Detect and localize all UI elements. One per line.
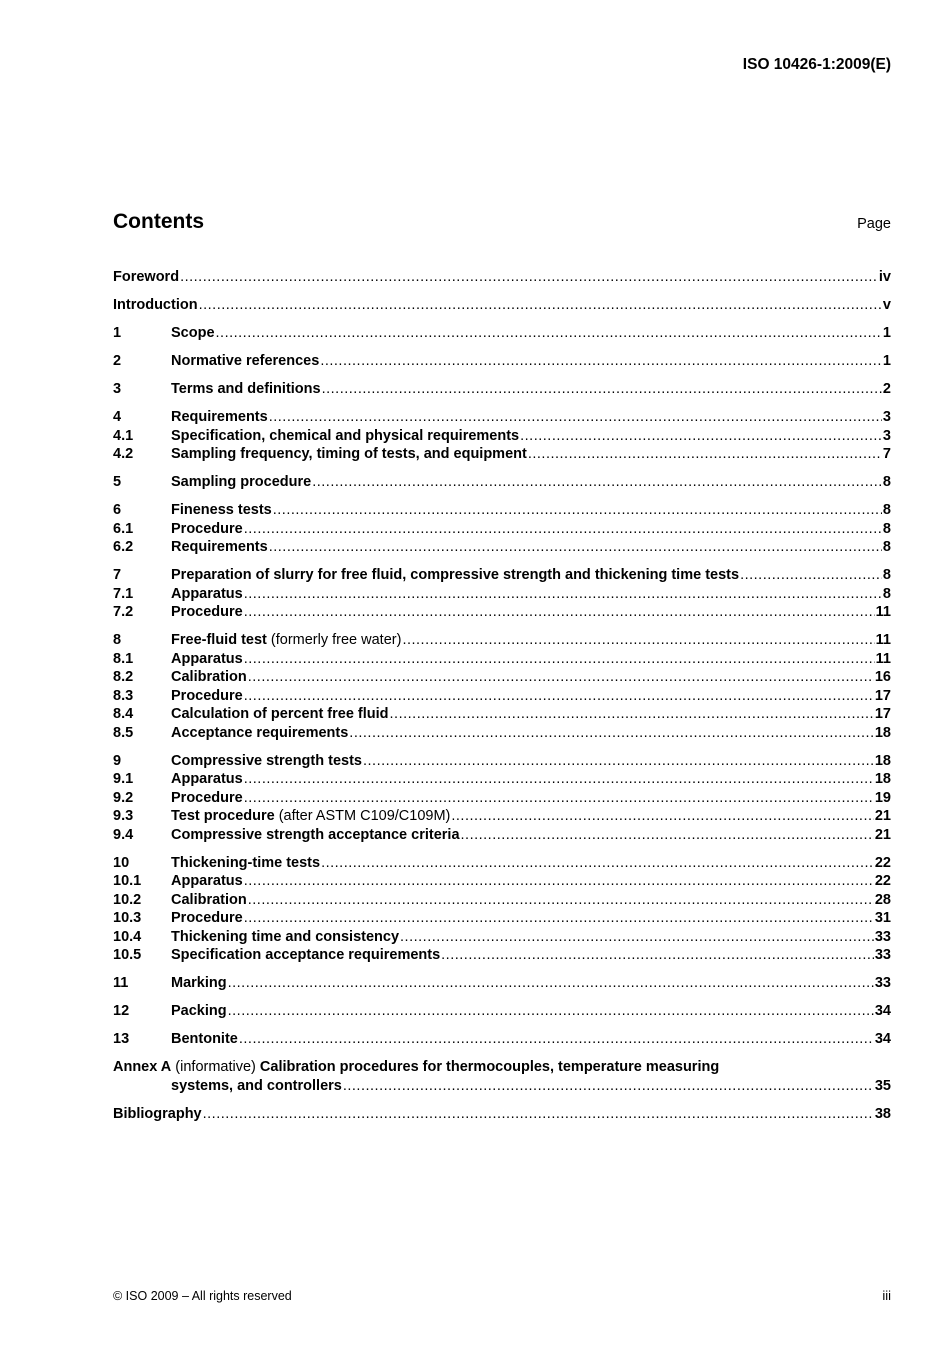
toc-section-number: 13 bbox=[113, 1031, 130, 1047]
dot-leader bbox=[520, 427, 882, 446]
toc-page-number: 34 bbox=[874, 1003, 891, 1019]
toc-entry[interactable] bbox=[113, 501, 891, 520]
toc-page-number: 22 bbox=[874, 854, 891, 871]
toc-entry-note: (after ASTM C109/C109M) bbox=[274, 808, 451, 824]
toc-group bbox=[113, 473, 891, 492]
toc-entry-note: (formerly free water) bbox=[266, 632, 402, 648]
table-of-contents bbox=[113, 268, 891, 1133]
toc-entry[interactable] bbox=[113, 909, 891, 928]
annex-label: Annex A bbox=[113, 1059, 172, 1075]
toc-section-number: 9.2 bbox=[113, 789, 134, 806]
annex-title-line2: systems, and controllers bbox=[171, 1077, 342, 1094]
toc-page-number: 2 bbox=[882, 381, 891, 397]
dot-leader bbox=[244, 909, 874, 928]
toc-section-number: 4.1 bbox=[113, 427, 134, 444]
toc-entry[interactable] bbox=[113, 296, 891, 315]
toc-entry-title: Scope bbox=[171, 325, 215, 341]
toc-page-number: 33 bbox=[874, 975, 891, 991]
toc-entry[interactable] bbox=[113, 650, 891, 669]
toc-entry[interactable] bbox=[113, 928, 891, 947]
toc-group bbox=[113, 631, 891, 742]
toc-entry[interactable] bbox=[113, 603, 891, 622]
dot-leader bbox=[312, 473, 882, 492]
toc-section-number: 10 bbox=[113, 854, 130, 871]
toc-section-number: 8 bbox=[113, 632, 122, 648]
toc-entry[interactable] bbox=[113, 1002, 891, 1021]
toc-entry-title: Apparatus bbox=[171, 650, 243, 667]
dot-leader bbox=[390, 705, 874, 724]
toc-entry[interactable] bbox=[113, 352, 891, 371]
toc-page-number: 21 bbox=[874, 808, 891, 824]
toc-entry[interactable] bbox=[113, 473, 891, 492]
toc-entry[interactable] bbox=[113, 268, 891, 287]
dot-leader bbox=[528, 445, 882, 464]
toc-entry-title: Test procedure (after ASTM C109/C109M) bbox=[171, 808, 451, 824]
toc-page-number: 18 bbox=[874, 724, 891, 741]
toc-page-number: 31 bbox=[874, 910, 891, 926]
toc-entry-title: Fineness tests bbox=[171, 502, 272, 518]
toc-page-number: 8 bbox=[882, 520, 891, 537]
toc-section-number: 3 bbox=[113, 381, 122, 397]
toc-entry[interactable] bbox=[113, 445, 891, 464]
dot-leader bbox=[321, 854, 874, 873]
toc-page-number: 17 bbox=[874, 706, 891, 722]
toc-section-number: 12 bbox=[113, 1003, 130, 1019]
toc-entry[interactable] bbox=[113, 585, 891, 604]
toc-page-number: 11 bbox=[875, 632, 891, 648]
dot-leader bbox=[244, 789, 874, 808]
toc-page-number: v bbox=[882, 297, 891, 313]
toc-entry-title: Free-fluid test (formerly free water) bbox=[171, 632, 402, 648]
toc-entry-title: Requirements bbox=[171, 409, 268, 425]
toc-entry-title: Calibration bbox=[171, 669, 247, 685]
toc-entry[interactable] bbox=[113, 752, 891, 771]
toc-page-number: 8 bbox=[882, 585, 891, 602]
toc-page-number: iv bbox=[878, 269, 891, 285]
toc-entry[interactable] bbox=[113, 854, 891, 873]
toc-section-number: 1 bbox=[113, 325, 122, 341]
toc-entry-title: Procedure bbox=[171, 687, 243, 704]
toc-section-number: 7.1 bbox=[113, 585, 134, 602]
toc-section-number: 9.4 bbox=[113, 826, 134, 843]
contents-heading: Contents bbox=[113, 210, 204, 233]
dot-leader bbox=[203, 1105, 874, 1124]
toc-entry[interactable] bbox=[113, 520, 891, 539]
dot-leader bbox=[248, 891, 874, 910]
toc-page-number: 18 bbox=[874, 771, 891, 787]
toc-page-number: 18 bbox=[874, 752, 891, 769]
dot-leader bbox=[228, 974, 874, 993]
toc-group bbox=[113, 501, 891, 557]
toc-entry[interactable] bbox=[113, 946, 891, 965]
toc-entry-title: Specification acceptance requirements bbox=[171, 947, 441, 963]
toc-page-number: 22 bbox=[874, 873, 891, 889]
toc-page-number: 8 bbox=[882, 539, 891, 555]
toc-section-number: 10.1 bbox=[113, 873, 142, 889]
toc-entry[interactable] bbox=[113, 631, 891, 650]
toc-entry-title: Introduction bbox=[113, 297, 198, 313]
page-column-label: Page bbox=[857, 216, 891, 232]
dot-leader bbox=[228, 1002, 874, 1021]
toc-entry[interactable] bbox=[113, 408, 891, 427]
toc-entry-title: Procedure bbox=[171, 520, 243, 537]
toc-section-number: 9 bbox=[113, 752, 122, 769]
toc-entry-title: Packing bbox=[171, 1003, 227, 1019]
toc-entry[interactable] bbox=[113, 724, 891, 743]
toc-section-number: 7.2 bbox=[113, 604, 134, 620]
dot-leader bbox=[461, 826, 874, 845]
toc-group bbox=[113, 854, 891, 965]
toc-entry-title: Apparatus bbox=[171, 771, 243, 787]
dot-leader bbox=[322, 380, 882, 399]
toc-page-number: 38 bbox=[874, 1105, 891, 1122]
dot-leader bbox=[239, 1030, 874, 1049]
toc-page-number: 7 bbox=[882, 446, 891, 462]
toc-entry-title: Calibration bbox=[171, 891, 247, 908]
toc-section-number: 10.4 bbox=[113, 928, 142, 945]
toc-section-number: 8.1 bbox=[113, 650, 134, 667]
footer-page-number: iii bbox=[882, 1288, 891, 1303]
toc-group bbox=[113, 408, 891, 464]
toc-entry-title: Apparatus bbox=[171, 585, 243, 602]
toc-entry[interactable] bbox=[113, 826, 891, 845]
dot-leader bbox=[199, 296, 882, 315]
toc-group bbox=[113, 566, 891, 622]
footer-copyright: © ISO 2009 – All rights reserved bbox=[113, 1289, 292, 1303]
bibliography-title: Bibliography bbox=[113, 1105, 202, 1122]
toc-group bbox=[113, 352, 891, 371]
dot-leader bbox=[273, 501, 882, 520]
toc-section-number: 6.2 bbox=[113, 539, 134, 555]
toc-entry-title: Marking bbox=[171, 975, 227, 991]
toc-page-number: 3 bbox=[882, 409, 891, 425]
dot-leader bbox=[248, 668, 874, 687]
toc-page-number: 8 bbox=[882, 567, 891, 583]
toc-entry[interactable] bbox=[113, 705, 891, 724]
toc-entry[interactable] bbox=[113, 891, 891, 910]
dot-leader bbox=[180, 268, 878, 287]
toc-section-number: 6 bbox=[113, 502, 122, 518]
toc-group bbox=[113, 974, 891, 993]
toc-section-number: 10.5 bbox=[113, 947, 142, 963]
toc-entry-title: Sampling frequency, timing of tests, and equipment bbox=[171, 446, 527, 462]
dot-leader bbox=[363, 752, 874, 771]
toc-entry-title: Compressive strength tests bbox=[171, 752, 362, 769]
toc-group bbox=[113, 1030, 891, 1049]
dot-leader bbox=[349, 724, 874, 743]
toc-page-number: 34 bbox=[874, 1031, 891, 1047]
toc-group bbox=[113, 324, 891, 343]
toc-section-number: 4 bbox=[113, 409, 122, 425]
dot-leader bbox=[320, 352, 882, 371]
toc-entry[interactable] bbox=[113, 324, 891, 343]
toc-annex-a[interactable] bbox=[113, 1058, 891, 1095]
toc-section-number: 2 bbox=[113, 353, 122, 369]
toc-section-number: 6.1 bbox=[113, 520, 134, 537]
dot-leader bbox=[269, 538, 882, 557]
toc-entry[interactable] bbox=[113, 538, 891, 557]
toc-group bbox=[113, 268, 891, 287]
toc-entry-title: Bentonite bbox=[171, 1031, 238, 1047]
toc-page-number: 11 bbox=[875, 650, 891, 667]
toc-entry[interactable] bbox=[113, 1030, 891, 1049]
toc-page-number: 11 bbox=[875, 604, 891, 620]
dot-leader bbox=[244, 603, 875, 622]
dot-leader bbox=[244, 872, 874, 891]
dot-leader bbox=[400, 928, 874, 947]
toc-entry-title: Thickening-time tests bbox=[171, 854, 321, 871]
dot-leader bbox=[216, 324, 882, 343]
dot-leader bbox=[441, 946, 874, 965]
toc-page-number: 8 bbox=[882, 502, 891, 518]
toc-page-number: 1 bbox=[882, 353, 891, 369]
dot-leader bbox=[244, 770, 874, 789]
toc-entry-title: Preparation of slurry for free fluid, compressive strength and thickening time tests bbox=[171, 567, 740, 583]
toc-section-number: 9.3 bbox=[113, 808, 134, 824]
toc-section-number: 5 bbox=[113, 474, 122, 490]
annex-title-line1: Calibration procedures for thermocouples, temperature measuring bbox=[259, 1059, 720, 1075]
toc-page-number: 35 bbox=[874, 1077, 891, 1094]
toc-section-number: 10.3 bbox=[113, 910, 142, 926]
toc-entry-title: Compressive strength acceptance criteria bbox=[171, 826, 460, 843]
toc-bibliography[interactable] bbox=[113, 1105, 891, 1124]
toc-entry-title: Terms and definitions bbox=[171, 381, 321, 397]
toc-entry[interactable] bbox=[113, 427, 891, 446]
dot-leader bbox=[244, 585, 882, 604]
toc-page-number: 16 bbox=[874, 669, 891, 685]
toc-entry-title: Thickening time and consistency bbox=[171, 928, 400, 945]
toc-section-number: 11 bbox=[113, 975, 129, 991]
toc-section-number: 8.4 bbox=[113, 706, 134, 722]
toc-entry-title: Calculation of percent free fluid bbox=[171, 706, 389, 722]
toc-entry[interactable] bbox=[113, 770, 891, 789]
toc-section-number: 7 bbox=[113, 567, 122, 583]
toc-group bbox=[113, 1002, 891, 1021]
dot-leader bbox=[269, 408, 882, 427]
toc-page-number: 1 bbox=[882, 325, 891, 341]
toc-section-number: 8.5 bbox=[113, 724, 134, 741]
toc-section-number: 8.3 bbox=[113, 687, 134, 704]
toc-section-number: 10.2 bbox=[113, 891, 142, 908]
toc-entry-title: Foreword bbox=[113, 269, 180, 285]
toc-page-number: 3 bbox=[882, 427, 891, 444]
toc-entry[interactable] bbox=[113, 668, 891, 687]
document-id: ISO 10426-1:2009(E) bbox=[742, 56, 891, 73]
toc-entry-title: Normative references bbox=[171, 353, 320, 369]
dot-leader bbox=[740, 566, 882, 585]
dot-leader bbox=[402, 631, 874, 650]
toc-entry-title: Procedure bbox=[171, 910, 243, 926]
dot-leader bbox=[343, 1077, 874, 1096]
toc-section-number: 8.2 bbox=[113, 669, 134, 685]
toc-entry[interactable] bbox=[113, 687, 891, 706]
toc-page-number: 17 bbox=[874, 687, 891, 704]
toc-page-number: 28 bbox=[874, 891, 891, 908]
toc-group bbox=[113, 380, 891, 399]
toc-entry-title: Requirements bbox=[171, 539, 268, 555]
toc-entry-title: Sampling procedure bbox=[171, 474, 312, 490]
toc-entry[interactable] bbox=[113, 789, 891, 808]
toc-page-number: 21 bbox=[874, 826, 891, 843]
toc-page-number: 33 bbox=[874, 947, 891, 963]
toc-entry[interactable] bbox=[113, 807, 891, 826]
toc-entry[interactable] bbox=[113, 566, 891, 585]
toc-section-number: 9.1 bbox=[113, 771, 134, 787]
toc-entry[interactable] bbox=[113, 974, 891, 993]
toc-entry-title: Apparatus bbox=[171, 873, 243, 889]
annex-type: (informative) bbox=[171, 1059, 260, 1075]
dot-leader bbox=[244, 650, 875, 669]
dot-leader bbox=[451, 807, 874, 826]
dot-leader bbox=[244, 687, 874, 706]
dot-leader bbox=[244, 520, 882, 539]
toc-entry-title: Procedure bbox=[171, 789, 243, 806]
toc-entry-title: Specification, chemical and physical requirements bbox=[171, 427, 520, 444]
toc-group bbox=[113, 296, 891, 315]
toc-group bbox=[113, 752, 891, 845]
toc-page-number: 19 bbox=[874, 789, 891, 806]
toc-section-number: 4.2 bbox=[113, 446, 134, 462]
toc-entry-title: Procedure bbox=[171, 604, 243, 620]
toc-entry[interactable] bbox=[113, 872, 891, 891]
toc-entry[interactable] bbox=[113, 380, 891, 399]
toc-entry-title: Acceptance requirements bbox=[171, 724, 349, 741]
toc-page-number: 8 bbox=[882, 474, 891, 490]
toc-page-number: 33 bbox=[874, 928, 891, 945]
